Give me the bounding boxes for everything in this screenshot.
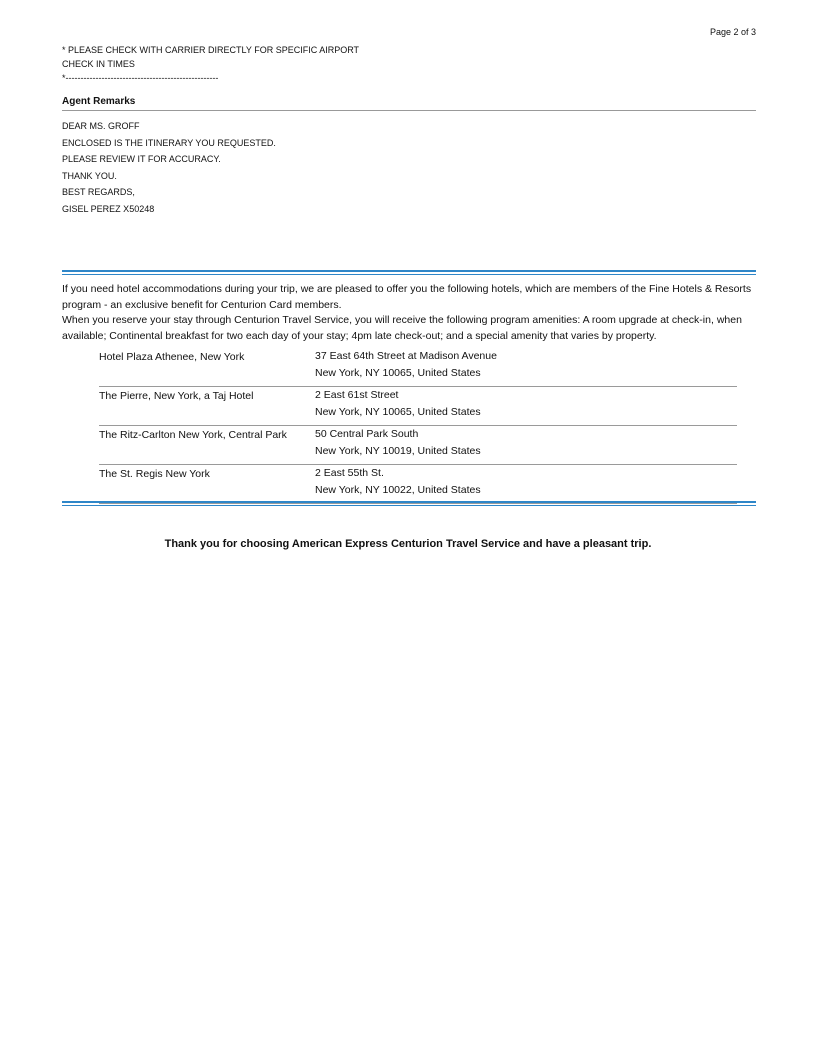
hotel-address — [315, 348, 737, 385]
hotel-street: 2 East 61st Street — [315, 389, 399, 401]
agent-remarks-heading: Agent Remarks — [62, 96, 756, 111]
hotel-name: Hotel Plaza Athenee, New York — [99, 351, 245, 363]
hotel-city: New York, NY 10065, United States — [315, 406, 481, 418]
remark-line: ENCLOSED IS THE ITINERARY YOU REQUESTED. — [62, 137, 276, 148]
notice-line: CHECK IN TIMES — [62, 59, 135, 69]
hotel-city: New York, NY 10065, United States — [315, 367, 481, 379]
closing-message: Thank you for choosing American Express Centurion Travel Service and have a pleasant trip. — [164, 538, 652, 550]
hotel-list — [99, 348, 737, 504]
amenities-paragraph: When you reserve your stay through Centurion Travel Service, you will receive the following program amenities: A room upgrade at check-in, when available; Continental breakfast for two each day of your stay; 4pm late check-out; and a special amenity that varies by property. — [62, 314, 742, 342]
hotel-row — [99, 465, 737, 504]
agent-remarks-body — [62, 118, 276, 218]
hotel-address — [315, 387, 737, 424]
intro-paragraph: If you need hotel accommodations during your trip, we are pleased to offer you the following hotels, which are members of the Fine Hotels & Resorts program - an exclusive benefit for Centurion Card members. — [62, 283, 752, 311]
section-divider-bottom — [62, 501, 756, 506]
notice-separator: *--------------------------------------------------- — [62, 73, 219, 83]
page-number: Page 2 of 3 — [709, 27, 756, 37]
remark-line: GISEL PEREZ X50248 — [62, 203, 155, 214]
remark-line: PLEASE REVIEW IT FOR ACCURACY. — [62, 154, 221, 165]
hotel-street: 50 Central Park South — [315, 428, 419, 440]
hotel-name: The Pierre, New York, a Taj Hotel — [99, 390, 254, 402]
hotel-street: 37 East 64th Street at Madison Avenue — [315, 350, 497, 362]
hotel-name: The Ritz-Carlton New York, Central Park — [99, 429, 287, 441]
hotel-street: 2 East 55th St. — [315, 467, 384, 479]
remark-line: BEST REGARDS, — [62, 187, 135, 198]
hotel-row — [99, 387, 737, 426]
hotel-row — [99, 348, 737, 387]
hotel-name: The St. Regis New York — [99, 468, 210, 480]
notice-line: * PLEASE CHECK WITH CARRIER DIRECTLY FOR SPECIFIC AIRPORT — [62, 45, 360, 55]
hotel-row — [99, 426, 737, 465]
section-divider-top — [62, 270, 756, 275]
remark-line: DEAR MS. GROFF — [62, 121, 140, 131]
remark-line: THANK YOU. — [62, 170, 117, 181]
carrier-notice — [62, 43, 359, 85]
hotel-offer-intro — [62, 282, 756, 344]
hotel-address — [315, 426, 737, 463]
hotel-address — [315, 465, 737, 502]
hotel-city: New York, NY 10022, United States — [315, 484, 481, 496]
hotel-city: New York, NY 10019, United States — [315, 445, 481, 457]
